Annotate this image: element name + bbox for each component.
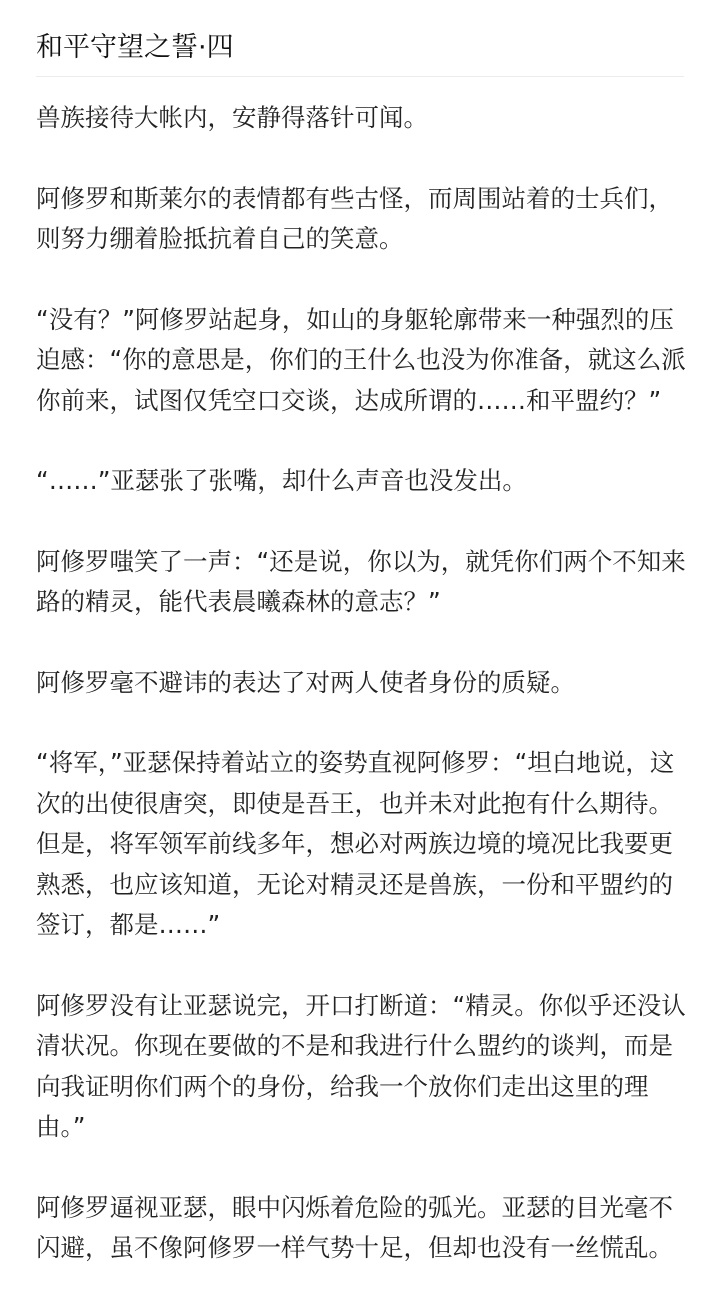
paragraph-6 <box>36 663 684 704</box>
paragraph-3 <box>36 300 684 422</box>
text-line: 签订，都是……” <box>36 910 221 939</box>
paragraph-2 <box>36 179 684 260</box>
text-line: 迫感：“你的意思是，你们的王什么也没为你准备，就这么派 <box>36 345 686 374</box>
text-line: 兽族接待大帐内，安静得落针可闻。 <box>36 103 428 132</box>
text-line: 阿修罗和斯莱尔的表情都有些古怪，而周围站着的士兵们， <box>36 183 673 213</box>
article-body <box>36 98 684 1309</box>
paragraph-5 <box>36 542 684 623</box>
paragraph-7 <box>36 743 684 946</box>
paragraph-9 <box>36 1188 684 1269</box>
text-line: 熟悉，也应该知道，无论对精灵还是兽族，一份和平盟约的 <box>36 869 673 899</box>
text-line: 你前来，试图仅凭空口交谈，达成所谓的……和平盟约？” <box>36 385 662 415</box>
text-line: “将军，”亚瑟保持着站立的姿势直视阿修罗：“坦白地说，这 <box>36 748 675 777</box>
text-line: 次的出使很唐突，即使是吾王，也并未对此抱有什么期待。 <box>36 788 673 818</box>
text-line: 阿修罗毫不避讳的表达了对两人使者身份的质疑。 <box>36 667 575 697</box>
text-line: “……”亚瑟张了张嘴，却什么声音也没发出。 <box>36 466 527 495</box>
paragraph-4 <box>36 461 684 502</box>
page-title: 和平守望之誓·四 <box>36 32 234 63</box>
text-line: 阿修罗逼视亚瑟，眼中闪烁着危险的弧光。亚瑟的目光毫不 <box>36 1192 673 1222</box>
text-line: 闪避，虽不像阿修罗一样气势十足，但却也没有一丝慌乱。 <box>36 1233 673 1262</box>
text-line: 阿修罗没有让亚瑟说完，开口打断道：“精灵。你似乎还没认 <box>36 990 686 1020</box>
title-divider <box>36 76 684 77</box>
text-line: 但是，将军领军前线多年，想必对两族边境的境况比我要更 <box>36 829 673 858</box>
text-line: 路的精灵，能代表晨曦森林的意志？” <box>36 587 441 616</box>
paragraph-8 <box>36 986 684 1148</box>
text-line: 阿修罗嗤笑了一声：“还是说，你以为，就凭你们两个不知来 <box>36 546 686 576</box>
text-line: 清状况。你现在要做的不是和我进行什么盟约的谈判，而是 <box>36 1031 673 1060</box>
text-line: 向我证明你们两个的身份，给我一个放你们走出这里的理 <box>36 1071 649 1101</box>
paragraph-1 <box>36 98 684 139</box>
text-line: “没有？”阿修罗站起身，如山的身躯轮廓带来一种强烈的压 <box>36 304 674 334</box>
text-line: 则努力绷着脸抵抗着自己的笑意。 <box>36 224 404 253</box>
text-line: 由。” <box>36 1112 86 1141</box>
